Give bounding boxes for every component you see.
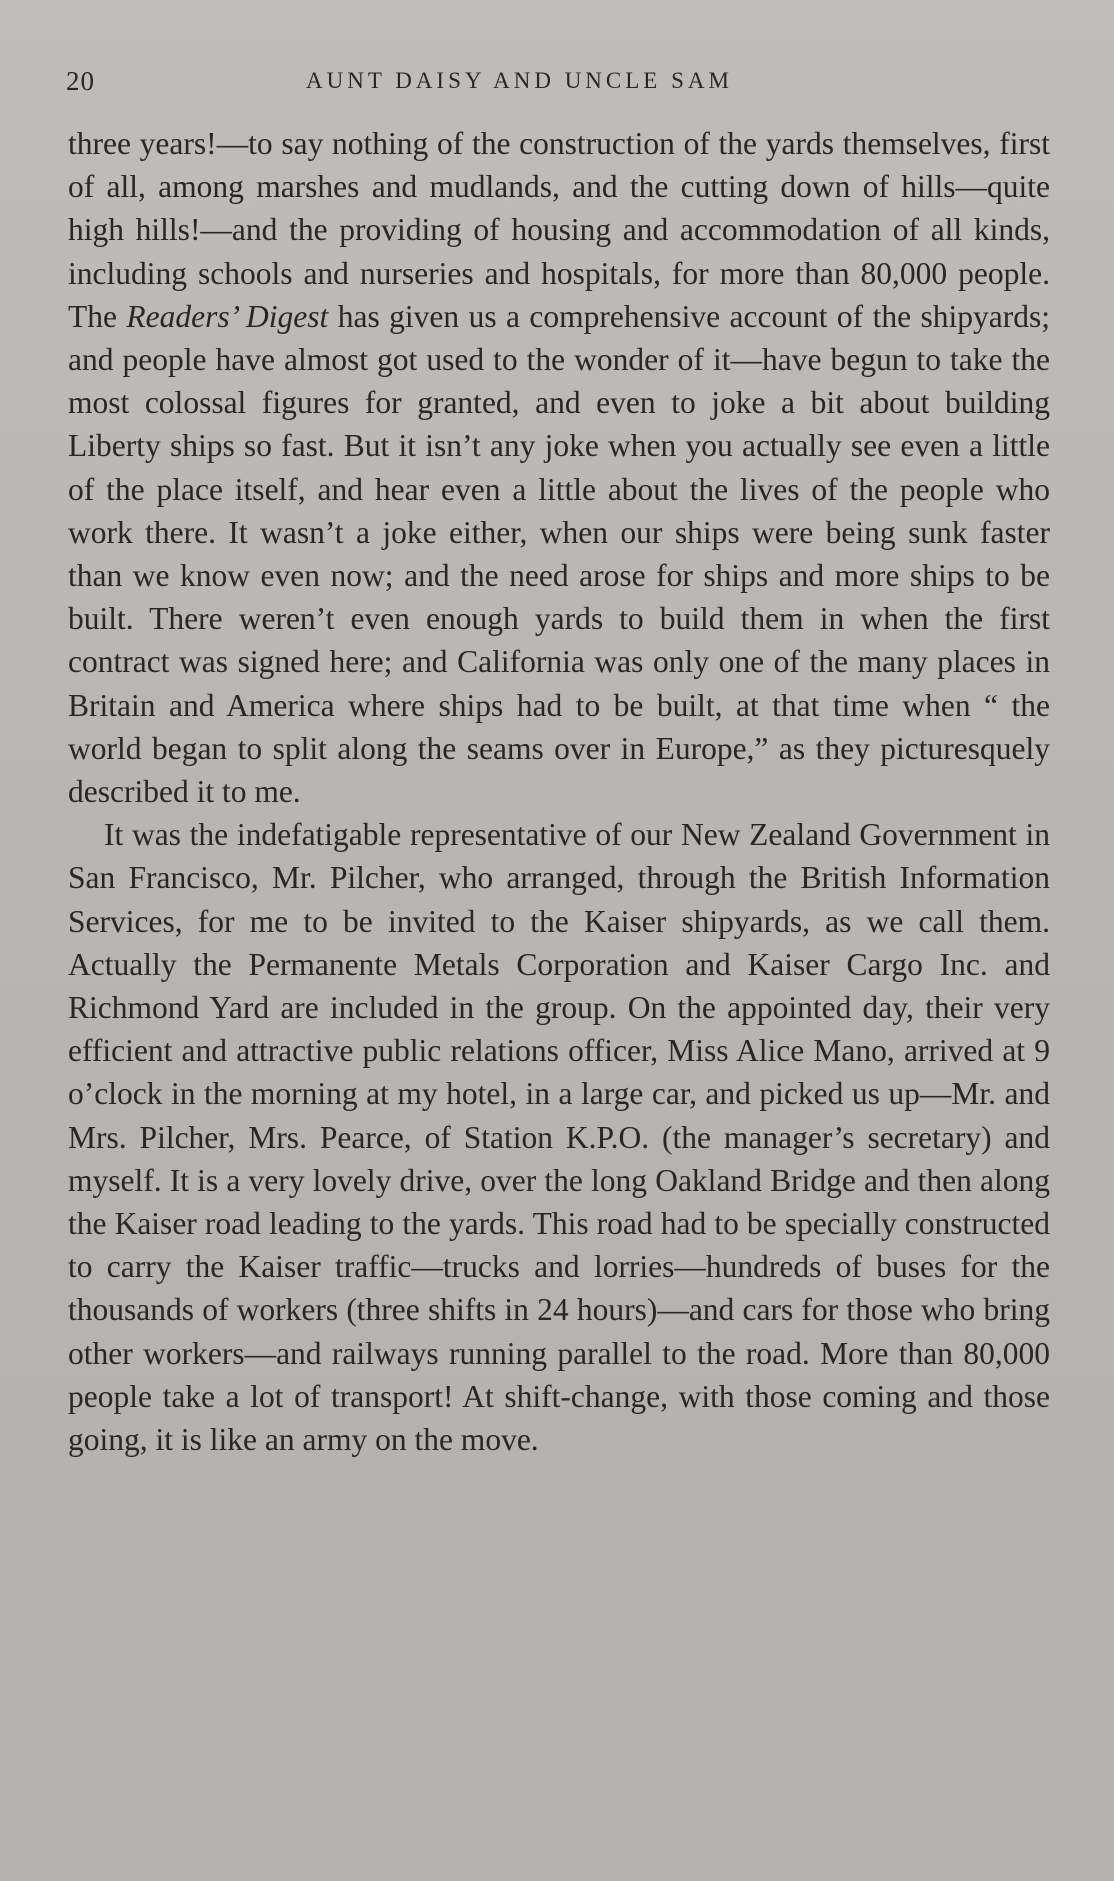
paragraph-1-text-end: has given us a comprehensive account of the shipyards; and people have almost got used to the wonder of it—have begun to take the most colossal figures for granted, and even to joke a bit about building Liberty ships so fast. But it isn’t any joke when you actually see even a little of the place itself, and hear even a little about the lives of the people who work there. It wasn’t a joke either, when our ships were being sunk faster than we know even now; and the need arose for ships and more ships to be built. There weren’t even enough yards to build them in when the first contract was signed here; and California was only one of the many places in Britain and America where ships had to be built, at that time when “ the world began to split along the seams over in Europe,” as they picturesquely described it to me.	[68, 298, 1050, 810]
body-text	[68, 122, 1050, 1461]
running-head	[66, 66, 1054, 106]
book-title: AUNT DAISY AND UNCLE SAM	[306, 68, 733, 93]
publication-title: Readers’ Digest	[126, 298, 329, 334]
paragraph-1-text-start: three years!—to say nothing of the construction of the yards themselves, first of all, among marshes and mudlands, and the cutting down of hills—quite high hills!—and the providing of housing and accommodation of all kinds, including schools and nurseries and hospitals, for more than 80,000 people. The	[68, 126, 1050, 334]
paragraph-1	[68, 122, 1050, 813]
paragraph-2: It was the indefatigable representative of our New Zealand Government in San Francisco, Mr. Pilcher, who arranged, through the British Information Services, for me to be invited to the Kaiser shipyards, as we call them. Actually the Permanente Metals Corporation and Kaiser Cargo Inc. and Richmond Yard are included in the group. On the appointed day, their very efficient and attractive public relations officer, Miss Alice Mano, arrived at 9 o’clock in the morning at my hotel, in a large car, and picked us up—Mr. and Mrs. Pilcher, Mrs. Pearce, of Station K.P.O. (the manager’s secretary) and myself. It is a very lovely drive, over the long Oakland Bridge and then along the Kaiser road leading to the yards. This road had to be specially constructed to carry the Kaiser traffic—trucks and lorries—hundreds of buses for the thousands of workers (three shifts in 24 hours)—and cars for those who bring other workers—and railways running parallel to the road. More than 80,000 people take a lot of transport! At shift-change, with those coming and those going, it is like an army on the move.	[68, 817, 1050, 1458]
page-number: 20	[66, 66, 95, 96]
